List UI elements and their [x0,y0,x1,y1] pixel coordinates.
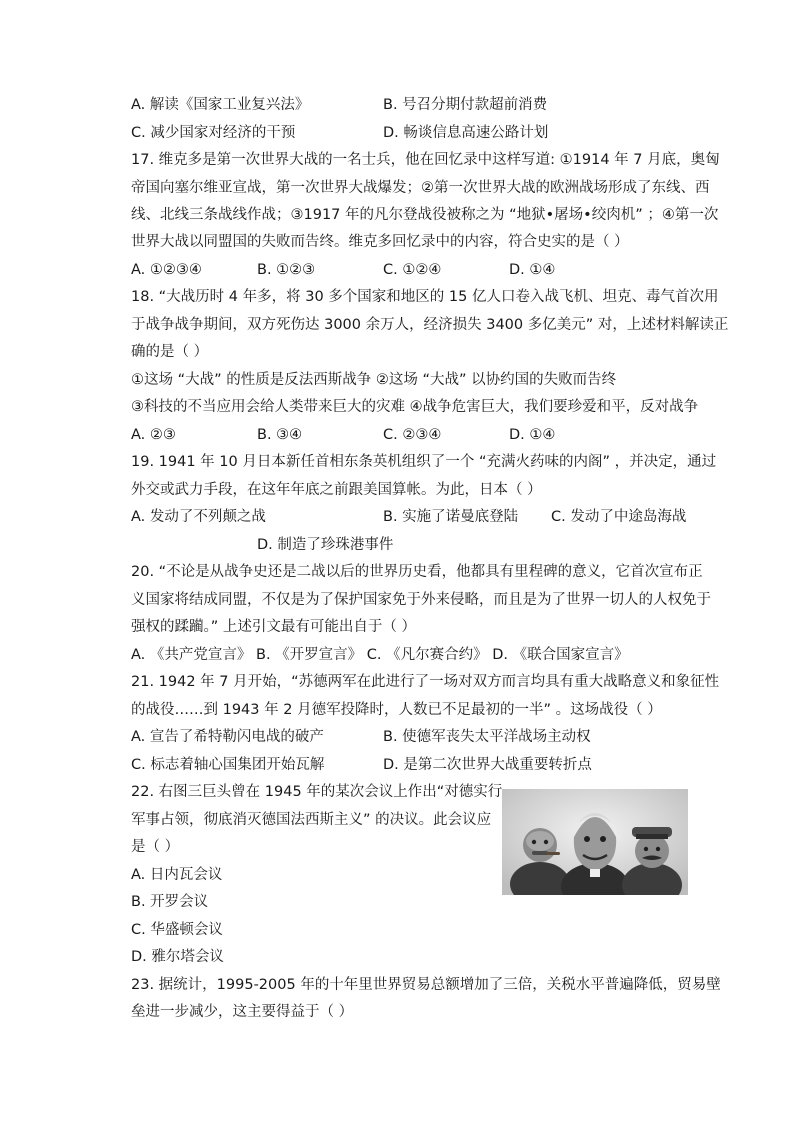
q23-stem-line-1: 23. 据统计，1995-2005 年的十年里世界贸易总额增加了三倍，关税水平普遍降低，贸易壁 [131,977,721,993]
q19-option-c: C. 发动了中途岛海战 [551,509,687,525]
q16-option-c: C. 减少国家对经济的干预 [131,125,296,141]
q16-option-d: D. 畅谈信息高速公路计划 [383,125,549,141]
q21-stem-line-2: 的战役……到 1943 年 2 月德军投降时，人数已不足最初的一半” 。这场战役（ ） [131,702,662,718]
q17-stem-line-4: 世界大战以同盟国的失败而告终。维克多回忆录中的内容，符合史实的是（ ） [131,234,629,250]
q19-stem-line-1: 19. 1941 年 10 月日本新任首相东条英机组织了一个 “充满火药味的内阁” ，并决定，通过 [131,454,717,470]
q22-stem-line-2: 军事占领，彻底消灭德国法西斯主义” 的决议。此会议应 [131,812,492,828]
q17-option-b: B. ①②③ [257,262,316,278]
q18-option-a: A. ②③ [131,427,176,443]
q18-statement-line-2: ③科技的不当应用会给人类带来巨大的灾难 ④战争危害巨大，我们要珍爱和平，反对战争 [131,399,699,415]
q18-stem-line-3: 确的是（ ） [131,344,209,360]
q19-option-b: B. 实施了诺曼底登陆 [383,509,519,525]
q17-option-c: C. ①②④ [383,262,442,278]
q18-stem-line-1: 18. “大战历时 4 年多，将 30 多个国家和地区的 15 亿人口卷入战飞机、坦克、毒气首次用 [131,289,719,305]
q18-option-c: C. ②③④ [383,427,442,443]
q16-option-a: A. 解读《国家工业复兴法》 [131,97,310,113]
q21-option-d: D. 是第二次世界大战重要转折点 [383,757,592,773]
q19-stem-line-2: 外交或武力手段，在这年年底之前跟美国算帐。为此，日本（ ） [131,482,542,498]
q19-option-d: D. 制造了珍珠港事件 [257,537,394,553]
q18-statement-line-1: ①这场 “大战” 的性质是反法西斯战争 ②这场 “大战” 以协约国的失败而告终 [131,372,617,388]
q22-option-b: B. 开罗会议 [131,894,209,910]
q22-option-a: A. 日内瓦会议 [131,867,223,883]
q23-stem-line-2: 垒进一步减少，这主要得益于（ ） [131,1004,354,1020]
q20-stem-line-3: 强权的蹂躏。” 上述引文最有可能出自于（ ） [131,619,416,635]
q17-stem-line-1: 17. 维克多是第一次世界大战的一名士兵，他在回忆录中这样写道: ①1914 年 7 月底，奥匈 [131,152,720,168]
q18-option-b: B. ③④ [257,427,303,443]
q18-stem-line-2: 于战争战争期间，双方死伤达 3000 余万人，经济损失 3400 多亿美元” 对，上述材料解读正 [131,317,729,333]
big-three-caricature-image [502,789,688,895]
q21-option-c: C. 标志着轴心国集团开始瓦解 [131,757,325,773]
q20-options: A. 《共产党宣言》 B. 《开罗宣言》 C. 《凡尔赛合约》 D. 《联合国家宣言》 [131,647,629,663]
q17-stem-line-3: 线、北线三条战线作战；③1917 年的凡尔登战役被称之为 “地狱•屠场•绞肉机” ；④第一次 [131,207,719,223]
q21-option-a: A. 宣告了希特勒闪电战的破产 [131,729,324,745]
q17-stem-line-2: 帝国向塞尔维亚宣战，第一次世界大战爆发；②第一次世界大战的欧洲战场形成了东线、西 [131,180,710,196]
q22-stem-line-3: 是（ ） [131,839,180,855]
q22-option-c: C. 华盛顿会议 [131,922,223,938]
q20-stem-line-2: 义国家将结成同盟，不仅是为了保护国家免于外来侵略，而且是为了世界一切人的人权免于 [131,592,711,608]
q22-stem-line-1: 22. 右图三巨头曾在 1945 年的某次会议上作出“对德实行 [131,784,503,800]
q17-option-a: A. ①②③④ [131,262,202,278]
q21-option-b: B. 使德军丧失太平洋战场主动权 [383,729,591,745]
q21-stem-line-1: 21. 1942 年 7 月开始，“苏德两军在此进行了一场对双方而言均具有重大战略意义和象征性 [131,674,720,690]
q18-option-d: D. ①④ [509,427,556,443]
q22-option-d: D. 雅尔塔会议 [131,949,224,965]
q19-option-a: A. 发动了不列颠之战 [131,509,266,525]
q20-stem-line-1: 20. “不论是从战争史还是二战以后的世界历史看，他都具有里程碑的意义，它首次宣布正 [131,564,703,580]
q17-option-d: D. ①④ [509,262,556,278]
q16-option-b: B. 号召分期付款超前消费 [383,97,548,113]
